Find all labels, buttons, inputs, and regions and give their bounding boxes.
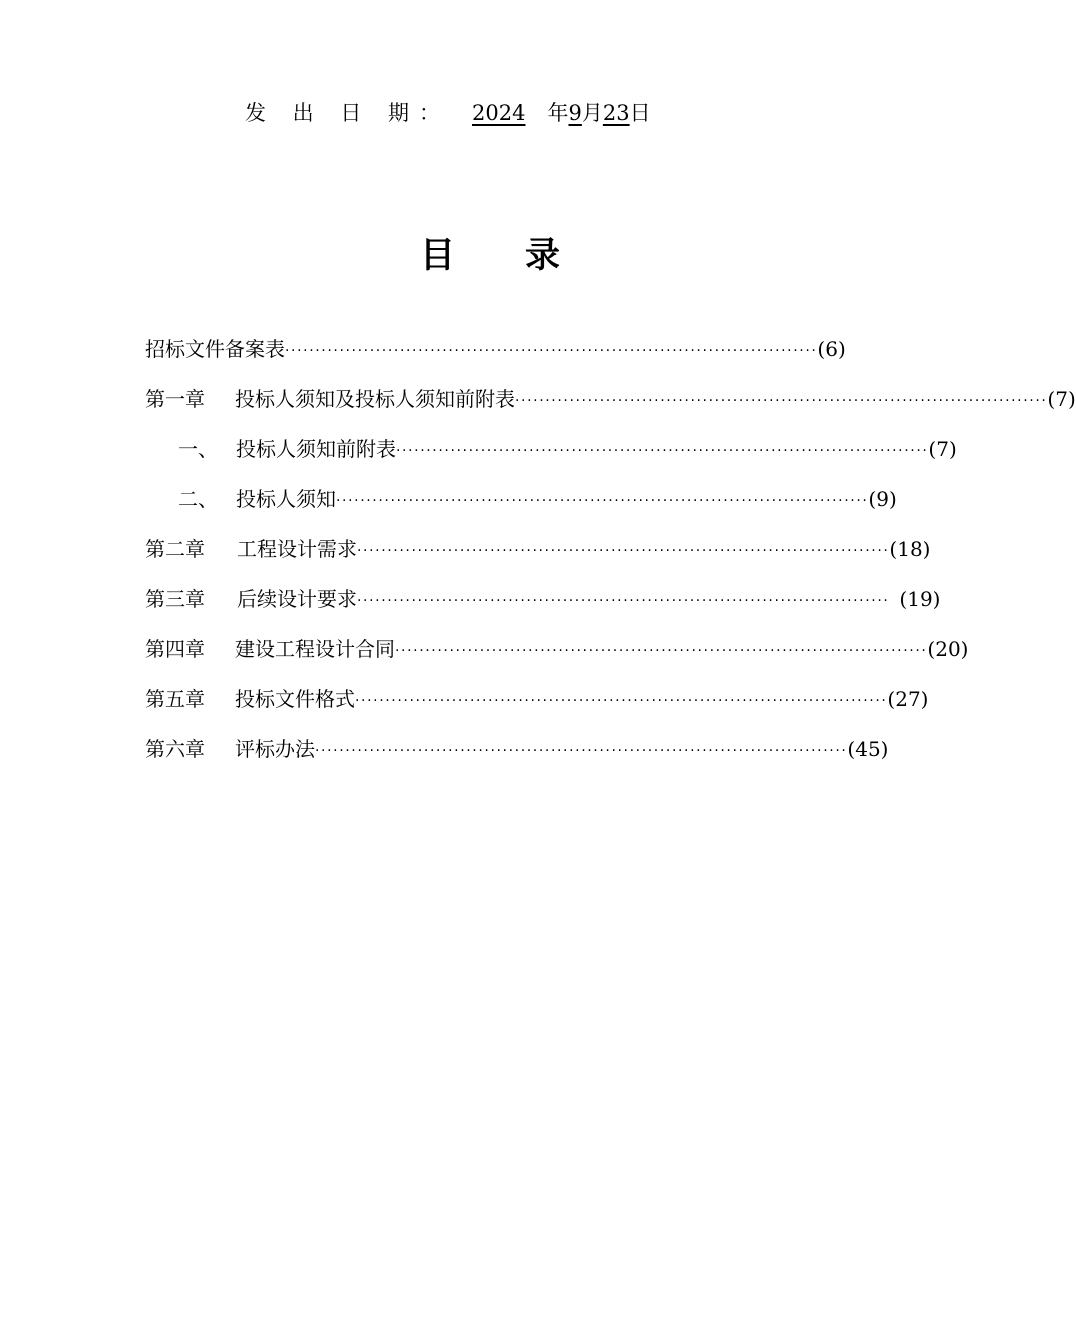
toc-entry-title: 投标文件格式 xyxy=(235,687,355,711)
toc-entry-chapter: 二、 xyxy=(178,487,218,511)
issue-date-label: 发 出 日 期： xyxy=(245,101,451,125)
toc-dot-leader: ························································································ xyxy=(395,643,928,659)
toc-dot-leader: ························································································ xyxy=(336,493,869,509)
toc-entry-chapter: 一、 xyxy=(178,437,218,461)
toc-entry-page: (20) xyxy=(927,637,969,661)
toc-entry-title: 招标文件备案表 xyxy=(145,337,285,361)
toc-dot-leader: ························································································ xyxy=(355,693,888,709)
issue-date-month-suffix: 月 xyxy=(581,101,603,125)
toc-entry-page: (19) xyxy=(899,587,941,611)
issue-date-month: 9 xyxy=(568,101,582,125)
toc-entry[interactable] xyxy=(178,484,897,514)
toc-heading-left: 目 xyxy=(419,235,455,276)
toc-dot-leader: ························································································ xyxy=(357,543,890,559)
toc-entry-title: 后续设计要求 xyxy=(237,587,357,611)
toc-entry-page: (7) xyxy=(1047,387,1076,411)
toc-entry[interactable] xyxy=(178,434,957,464)
toc-entry-title: 评标办法 xyxy=(235,737,315,761)
toc-entry-page: (27) xyxy=(887,687,929,711)
toc-entry-title: 投标人须知 xyxy=(236,487,336,511)
toc-dot-leader: ························································································ xyxy=(357,593,890,609)
toc-entry-page: (45) xyxy=(847,737,889,761)
toc-entry-page: (6) xyxy=(817,337,846,361)
toc-entry-chapter: 第五章 xyxy=(145,687,205,711)
toc-entry-title: 建设工程设计合同 xyxy=(235,637,395,661)
toc-entry-chapter: 第一章 xyxy=(145,387,205,411)
toc-entry-title: 投标人须知及投标人须知前附表 xyxy=(235,387,515,411)
toc-entry[interactable] xyxy=(145,534,931,564)
toc-entry[interactable] xyxy=(145,584,941,614)
toc-heading-right: 录 xyxy=(525,235,561,276)
issue-date-year-suffix: 年 xyxy=(547,101,569,125)
issue-date-year: 2024 xyxy=(472,101,526,125)
toc-entry-title: 投标人须知前附表 xyxy=(236,437,396,461)
toc-dot-leader: ························································································ xyxy=(315,743,848,759)
toc-entry-page: (9) xyxy=(868,487,897,511)
toc-entry-page: (7) xyxy=(928,437,957,461)
toc-entry[interactable] xyxy=(145,634,969,664)
toc-entry-chapter: 第三章 xyxy=(145,587,205,611)
issue-date-day-suffix: 日 xyxy=(629,101,651,125)
toc-dot-leader: ························································································ xyxy=(515,393,1048,409)
toc-entry-chapter: 第四章 xyxy=(145,637,205,661)
toc-entry[interactable] xyxy=(145,734,889,764)
toc-entry[interactable] xyxy=(145,334,846,364)
toc-entry[interactable] xyxy=(145,384,1076,414)
issue-date-day: 23 xyxy=(602,101,630,125)
toc-entry[interactable] xyxy=(145,684,929,714)
toc-dot-leader: ························································································ xyxy=(285,343,818,359)
toc-entry-chapter: 第六章 xyxy=(145,737,205,761)
toc-entry-title: 工程设计需求 xyxy=(237,537,357,561)
toc-dot-leader: ························································································ xyxy=(396,443,929,459)
toc-entry-chapter: 第二章 xyxy=(145,537,205,561)
toc-entry-page: (18) xyxy=(889,537,931,561)
